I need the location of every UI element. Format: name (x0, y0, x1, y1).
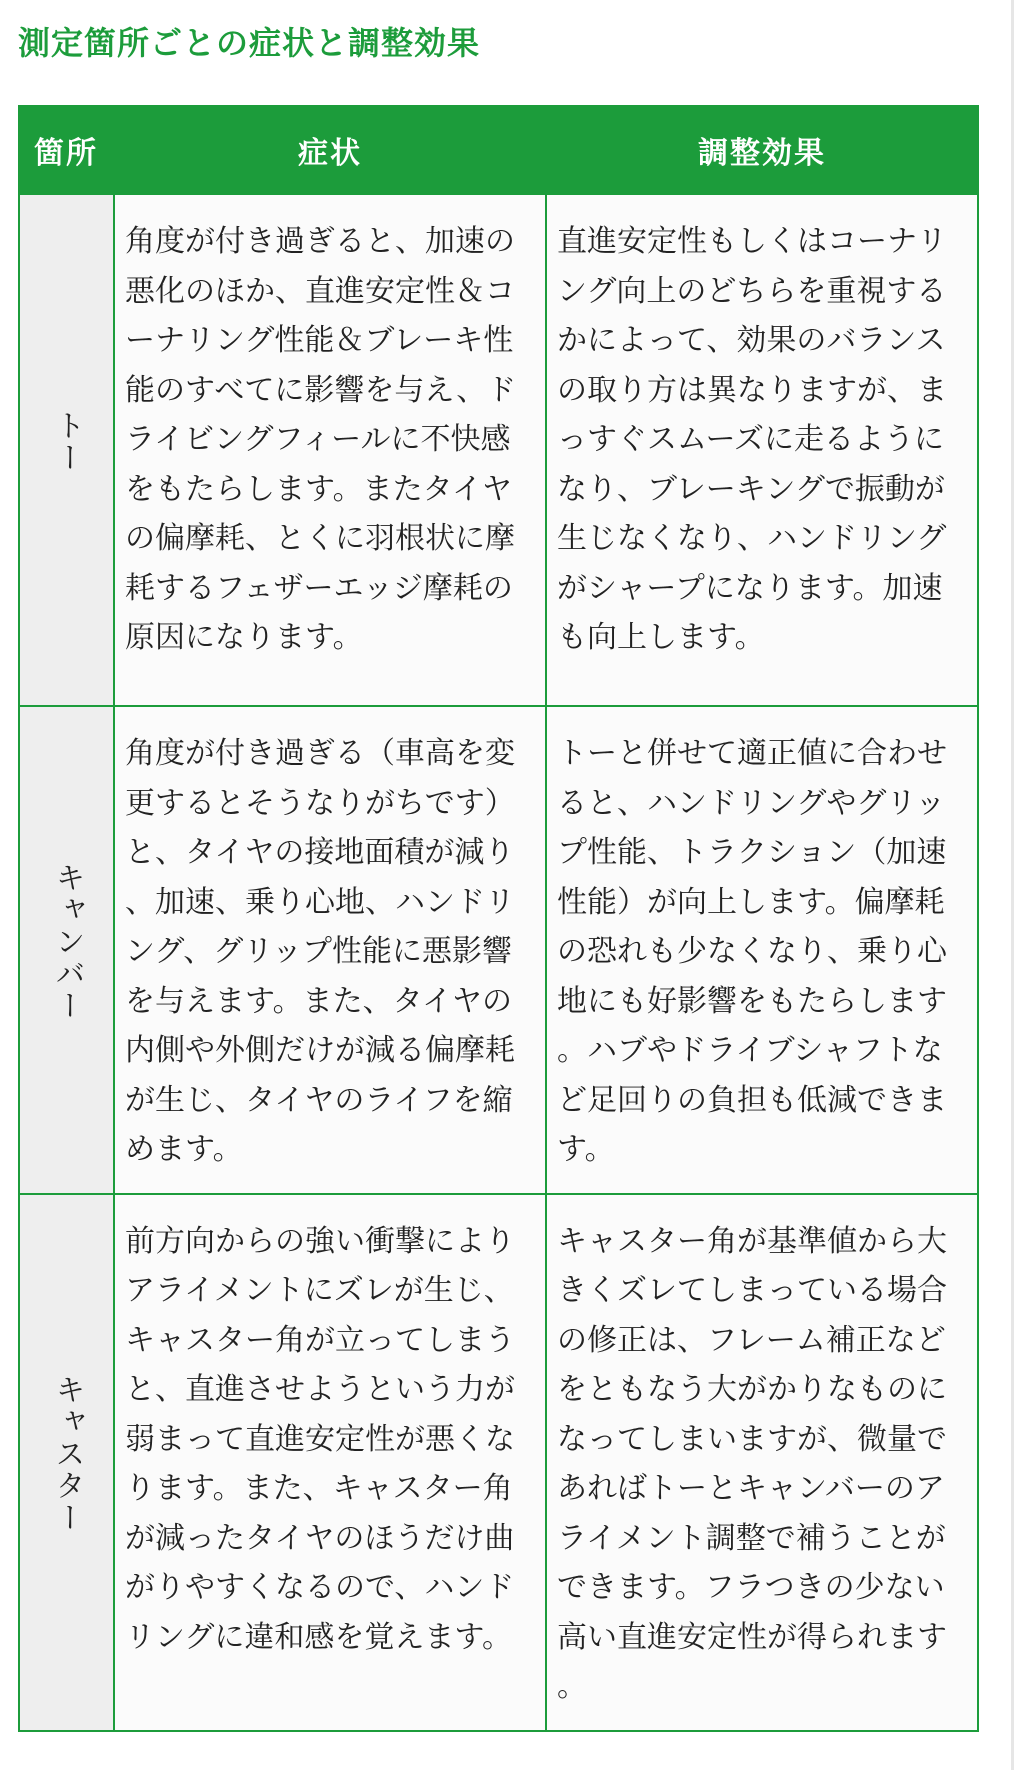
effect-cell: 直進安定性もしくはコーナリング向上のどちらを重視するかによって、効果のバランスの取り方は異なりますが、まっすぐスムーズに走るようになり、ブレーキングで振動が生じなくなり、ハンドリングがシャープになります。加速も向上します。 (546, 194, 978, 706)
part-cell (19, 706, 114, 1194)
symptom-cell: 前方向からの強い衝撃によりアライメントにズレが生じ、キャスター角が立ってしまうと、直進させようという力が弱まって直進安定性が悪くなります。また、キャスター角が減ったタイヤのほうだけ曲がりやすくなるので、ハンドリングに違和感を覚えます。 (114, 1194, 546, 1731)
symptom-adjustment-table (18, 105, 979, 1732)
table-header-row (19, 106, 978, 194)
part-label-toe: トー (49, 410, 85, 475)
effect-cell: トーと併せて適正値に合わせると、ハンドリングやグリップ性能、トラクション（加速性能）が向上します。偏摩耗の恐れも少なくなり、乗り心地にも好影響をもたらします。ハブやドライブシャフトなど足回りの負担も低減できます。 (546, 706, 978, 1194)
effect-cell: キャスター角が基準値から大きくズレてしまっている場合の修正は、フレーム補正などをともなう大がかりなものになってしまいますが、微量であればトーとキャンバーのアライメント調整で補うことができます。フラつきの少ない高い直進安定性が得られます。 (546, 1194, 978, 1731)
part-label-camber: キャンバー (49, 862, 85, 1022)
header-symptom: 症状 (114, 106, 546, 194)
symptom-cell: 角度が付き過ぎると、加速の悪化のほか、直進安定性＆コーナリング性能＆ブレーキ性能のすべてに影響を与え、ドライビングフィールに不快感をもたらします。またタイヤの偏摩耗、とくに羽根状に摩耗するフェザーエッジ摩耗の原因になります。 (114, 194, 546, 706)
header-effect: 調整効果 (546, 106, 978, 194)
header-part: 箇所 (19, 106, 114, 194)
table-row (19, 706, 978, 1194)
part-label-caster: キャスター (49, 1374, 85, 1535)
section-title: 測定箇所ごとの症状と調整効果 (18, 24, 481, 62)
part-cell (19, 194, 114, 706)
table-row (19, 194, 978, 706)
part-cell (19, 1194, 114, 1731)
symptom-cell: 角度が付き過ぎる（車高を変更するとそうなりがちです）と、タイヤの接地面積が減り、加速、乗り心地、ハンドリング、グリップ性能に悪影響を与えます。また、タイヤの内側や外側だけが減る偏摩耗が生じ、タイヤのライフを縮めます。 (114, 706, 546, 1194)
table-row (19, 1194, 978, 1731)
